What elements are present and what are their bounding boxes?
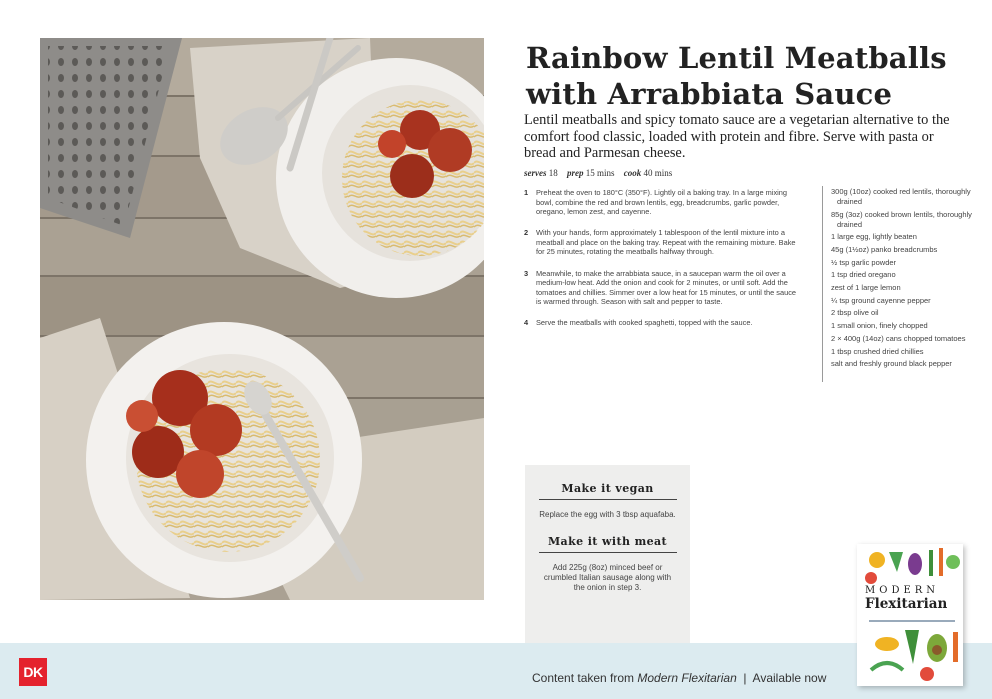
prep-label: prep [567,168,584,178]
serves-label: serves [524,168,547,178]
cook-value: 40 mins [643,168,673,178]
method-steps [524,188,800,340]
vegan-tip-heading: Make it vegan [539,482,677,500]
prep-value: 15 mins [585,168,615,178]
ingredient-item: 2 tbsp olive oil [831,308,879,318]
ingredient-item: 1 small onion, finely chopped [831,321,928,331]
book-title-line1: MODERN [865,585,940,596]
method-step [524,318,800,328]
step-text: Meanwhile, to make the arrabbiata sauce, in a saucepan warm the oil over a medium-low heat. Add the onion and cook for 2 minutes, or until soft. Add the tomatoes and chillies. Simmer over a low heat for 15 minutes, or until the sauce is warmed through. Season with salt and pepper to taste. [536,268,797,307]
ingredient-item: 45g (1½oz) panko breadcrumbs [831,244,938,254]
step-number: 1 [524,188,529,197]
step-text: With your hands, form approximately 1 tablespoon of the lentil mixture into a meatball and place on the baking tray. Repeat with the remaining mixture. Bake for 25 minutes, rotating the meatballs halfway through. [536,228,796,257]
spaghetti-plate-icon [86,322,362,598]
spaghetti-meatballs-photo [40,38,484,600]
method-step [524,188,800,217]
book-title-line2: Flexitarian [865,596,948,612]
meat-tip-body: Add 225g (8oz) minced beef or crumbled Italian sausage along with the onion in step 3. [543,563,672,592]
recipe-title: Rainbow Lentil Meatballs with Arrabbiata Sauce [526,41,947,111]
step-number: 4 [524,318,529,328]
recipe-photo [40,38,484,600]
ingredient-item: 300g (10oz) cooked red lentils, thoroughly drained [831,187,971,206]
ingredient-item: 85g (3oz) cooked brown lentils, thoroughly drained [831,209,972,229]
recipe-meta [524,168,679,178]
method-step [524,269,800,307]
step-text: Serve the meatballs with cooked spaghetti, topped with the sauce. [536,318,753,328]
footer-bar [0,643,992,699]
cook-label: cook [623,168,642,178]
book-cover[interactable] [857,544,963,686]
ingredient-item: ½ tsp garlic powder [831,257,897,267]
dk-logo[interactable]: DK [19,658,47,686]
step-text: Preheat the oven to 180°C (350°F). Lightly oil a baking tray. In a large mixing bowl, combine the red and brown lentils, egg, breadcrumbs, garlic powder, oregano, lemon zest, and cayenne. [536,188,788,217]
credit-prefix: Content taken from [532,671,638,685]
ingredient-item: 1 tsp dried oregano [831,270,896,280]
method-step [524,228,800,257]
vegetable-illustration [857,544,963,686]
ingredient-item: ¼ tsp ground cayenne pepper [831,295,931,305]
credit-suffix: | Available now [736,671,827,685]
serves-value: 18 [548,168,558,178]
ingredients-divider [822,186,823,382]
ingredient-item: 1 tbsp crushed dried chillies [831,346,924,356]
ingredient-item: 2 × 400g (14oz) cans chopped tomatoes [831,333,966,343]
ingredients-list [831,187,973,372]
credit-book-title[interactable]: Modern Flexitarian [637,671,737,685]
ingredient-item: salt and freshly ground black pepper [831,359,952,369]
step-number: 3 [524,268,529,278]
footer-credit [532,671,826,685]
tips-box [525,465,690,645]
ingredient-item: 1 large egg, lightly beaten [831,232,917,242]
recipe-intro: Lentil meatballs and spicy tomato sauce are a vegetarian alternative to the comfort food classic, loaded with protein and fibre. Serve with pasta or bread and Parmesan cheese. [524,112,950,161]
ingredient-item: zest of 1 large lemon [831,283,901,293]
vegan-tip-body: Replace the egg with 3 tbsp aquafaba. [539,510,676,519]
meat-tip-heading: Make it with meat [539,535,677,553]
step-number: 2 [524,228,529,238]
